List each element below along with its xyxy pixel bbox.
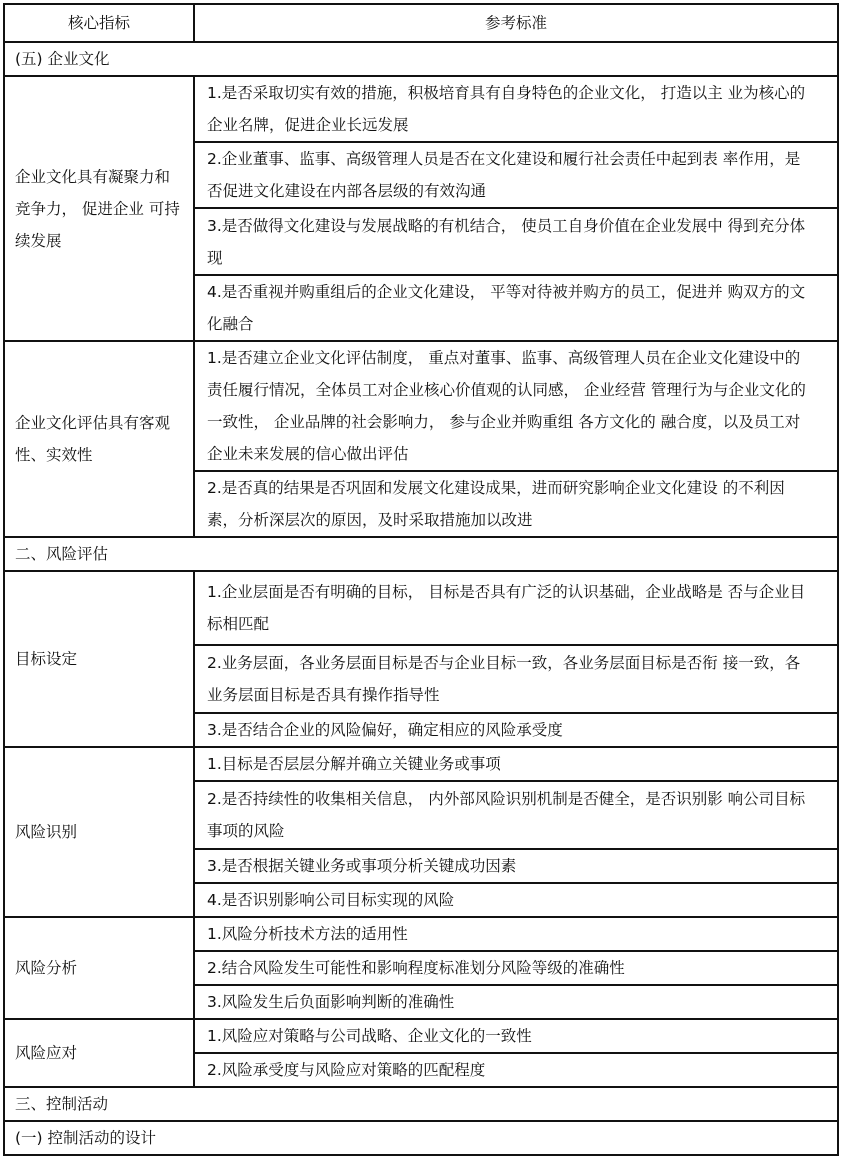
indicator-cell: 风险识别 — [4, 747, 194, 917]
section-row — [4, 1121, 838, 1155]
criteria-cell: 4.是否重视并购重组后的企业文化建设， 平等对待被并购方的员工，促进并 购双方的文化融合 — [194, 275, 838, 341]
criteria-cell: 4.是否识别影响公司目标实现的风险 — [194, 883, 838, 917]
criteria-cell: 3.是否结合企业的风险偏好，确定相应的风险承受度 — [194, 713, 838, 747]
indicator-cell: 风险应对 — [4, 1019, 194, 1087]
table-row — [4, 1019, 838, 1053]
header-indicator: 核心指标 — [4, 4, 194, 42]
table-row — [4, 747, 838, 781]
criteria-cell: 2.业务层面，各业务层面目标是否与企业目标一致，各业务层面目标是否衔 接一致，各业务层面目标是否具有操作指导性 — [194, 645, 838, 713]
criteria-cell: 2.结合风险发生可能性和影响程度标准划分风险等级的准确性 — [194, 951, 838, 985]
section-row — [4, 1087, 838, 1121]
criteria-cell: 1.是否采取切实有效的措施，积极培育具有自身特色的企业文化， 打造以主 业为核心的企业名牌，促进企业长远发展 — [194, 76, 838, 142]
table-row — [4, 76, 838, 142]
assessment-table — [3, 3, 839, 1156]
header-criteria: 参考标准 — [194, 4, 838, 42]
criteria-cell: 3.是否做得文化建设与发展战略的有机结合， 使员工自身价值在企业发展中 得到充分体现 — [194, 208, 838, 275]
section-title: (五) 企业文化 — [4, 42, 838, 76]
table-row — [4, 571, 838, 645]
criteria-cell: 1.企业层面是否有明确的目标， 目标是否具有广泛的认识基础，企业战略是 否与企业目标相匹配 — [194, 571, 838, 645]
header-row — [4, 4, 838, 42]
criteria-cell: 1.风险分析技术方法的适用性 — [194, 917, 838, 951]
table-row — [4, 917, 838, 951]
section-row — [4, 537, 838, 571]
criteria-cell: 1.风险应对策略与公司战略、企业文化的一致性 — [194, 1019, 838, 1053]
criteria-cell: 2.企业董事、监事、高级管理人员是否在文化建设和履行社会责任中起到表 率作用，是否促进文化建设在内部各层级的有效沟通 — [194, 142, 838, 208]
indicator-cell: 企业文化具有凝聚力和竞争力， 促进企业 可持续发展 — [4, 76, 194, 341]
criteria-cell: 1.目标是否层层分解并确立关键业务或事项 — [194, 747, 838, 781]
criteria-cell: 2.是否持续性的收集相关信息， 内外部风险识别机制是否健全，是否识别影 响公司目标事项的风险 — [194, 781, 838, 849]
section-row — [4, 42, 838, 76]
indicator-cell: 企业文化评估具有客观性、实效性 — [4, 341, 194, 537]
table-row — [4, 341, 838, 471]
section-title: 二、风险评估 — [4, 537, 838, 571]
criteria-cell: 3.风险发生后负面影响判断的准确性 — [194, 985, 838, 1019]
criteria-cell: 3.是否根据关键业务或事项分析关键成功因素 — [194, 849, 838, 883]
indicator-cell: 目标设定 — [4, 571, 194, 747]
table-body — [4, 4, 838, 1155]
section-title: (一) 控制活动的设计 — [4, 1121, 838, 1155]
criteria-cell: 2.是否真的结果是否巩固和发展文化建设成果，进而研究影响企业文化建设 的不利因素，分析深层次的原因，及时采取措施加以改进 — [194, 471, 838, 537]
criteria-cell: 2.风险承受度与风险应对策略的匹配程度 — [194, 1053, 838, 1087]
criteria-cell: 1.是否建立企业文化评估制度， 重点对董事、监事、高级管理人员在企业文化建设中的责任履行情况，全体员工对企业核心价值观的认同感， 企业经营 管理行为与企业文化的一致性， 企业品牌的社会影响力， 参与企业并购重组 各方文化的 融合度，以及员工对企业未来发展的信心做出评估 — [194, 341, 838, 471]
indicator-cell: 风险分析 — [4, 917, 194, 1019]
section-title: 三、控制活动 — [4, 1087, 838, 1121]
